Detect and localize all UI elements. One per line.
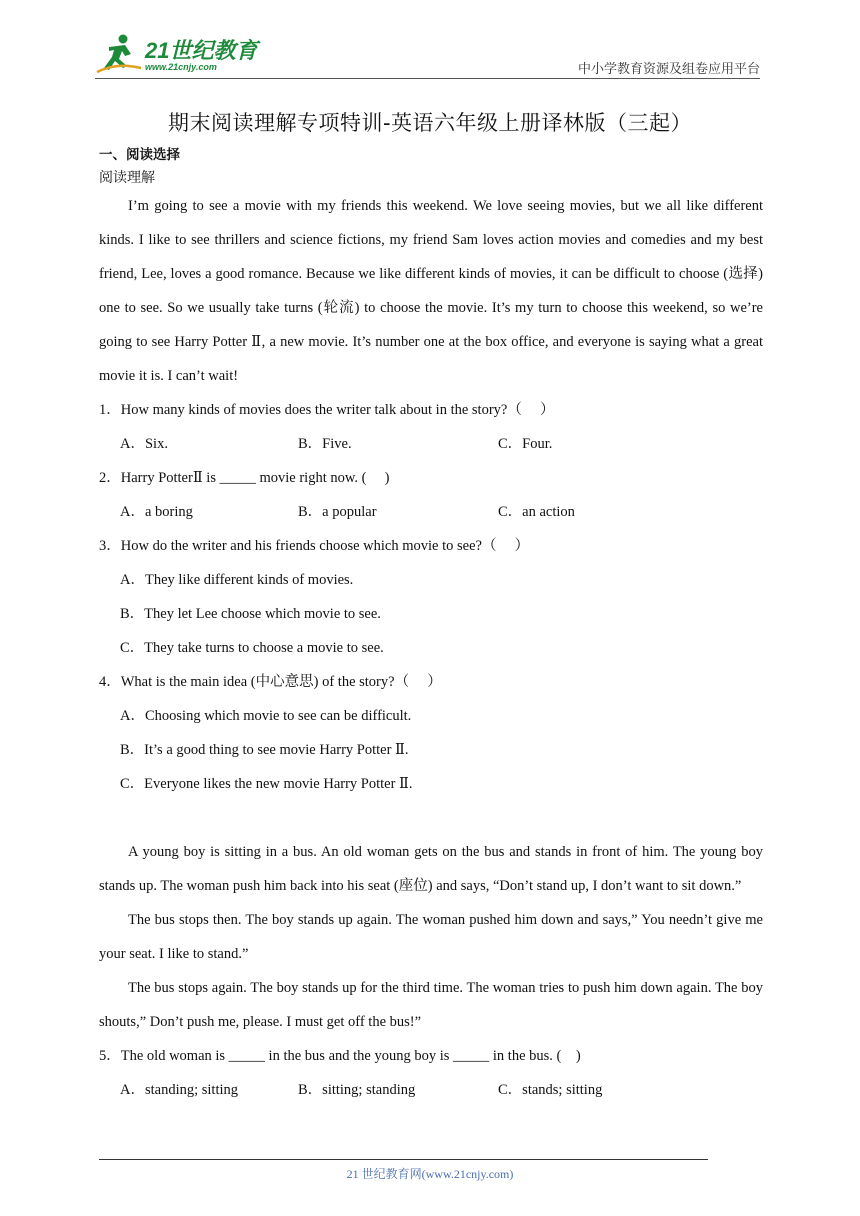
- logo-url: www.21cnjy.com: [145, 62, 217, 72]
- logo: [95, 32, 265, 76]
- question-1-options: [99, 427, 763, 461]
- q1-option-b[interactable]: B．Five.: [298, 436, 352, 452]
- q4-option-c[interactable]: C．Everyone likes the new movie Harry Potter Ⅱ.: [120, 776, 413, 792]
- runner-icon: [95, 32, 143, 76]
- q5-option-c[interactable]: C．stands; sitting: [498, 1082, 603, 1098]
- q2-option-b[interactable]: B．a popular: [298, 504, 377, 520]
- question-5: 5．The old woman is _____ in the bus and the young boy is _____ in the bus. ( ): [99, 1048, 581, 1064]
- subsection-heading: 阅读理解: [99, 170, 155, 186]
- passage-2-paragraph-2: The bus stops then. The boy stands up again. The woman pushed him down and says,” You needn’t give me your seat. I like to stand.”: [99, 912, 763, 962]
- q4-option-a[interactable]: A．Choosing which movie to see can be difficult.: [120, 708, 412, 724]
- q2-option-c[interactable]: C．an action: [498, 504, 575, 520]
- spacer: [99, 801, 763, 835]
- page-header: [95, 30, 760, 80]
- q1-option-c[interactable]: C．Four.: [498, 436, 553, 452]
- q4-option-b[interactable]: B．It’s a good thing to see movie Harry Potter Ⅱ.: [120, 742, 409, 758]
- question-5-options: [99, 1073, 763, 1107]
- document-body: [99, 143, 763, 1107]
- q3-option-b[interactable]: B．They let Lee choose which movie to see.: [120, 606, 381, 622]
- section-heading: 一、阅读选择: [99, 147, 180, 163]
- q5-option-a[interactable]: A．standing; sitting: [120, 1082, 239, 1098]
- passage-1-paragraph: I’m going to see a movie with my friends this weekend. We love seeing movies, but we all like different kinds. I like to see thrillers and science fictions, my friend Sam loves action movies and comedies and my best friend, Lee, loves a good romance. Because we like different kinds of movies, it can be difficult to choose (选择) one to see. So we usually take turns (轮流) to choose the movie. It’s my turn to choose this weekend, so we’re going to see Harry Potter Ⅱ, a new movie. It’s number one at the box office, and everyone is saying what a great movie it is. I can’t wait!: [99, 198, 763, 384]
- passage-2-paragraph-1: A young boy is sitting in a bus. An old woman gets on the bus and stands in front of him. The young boy stands up. The woman push him back into his seat (座位) and says, “Don’t stand up, I don’t want to sit down.”: [99, 844, 763, 894]
- passage-2-paragraph-3: The bus stops again. The boy stands up for the third time. The woman tries to push him down again. The boy shouts,” Don’t push me, please. I must get off the bus!”: [99, 980, 763, 1030]
- q3-option-a[interactable]: A．They like different kinds of movies.: [120, 572, 354, 588]
- question-3: 3．How do the writer and his friends choose which movie to see?（ ）: [99, 538, 530, 554]
- page-title: 期末阅读理解专项特训-英语六年级上册译林版（三起）: [167, 111, 693, 135]
- question-2: 2．Harry PotterⅡ is _____ movie right now. ( ): [99, 470, 390, 486]
- q5-option-b[interactable]: B．sitting; standing: [298, 1082, 416, 1098]
- question-4: 4．What is the main idea (中心意思) of the story?（ ）: [99, 674, 442, 690]
- footer-text[interactable]: 21 世纪教育网(www.21cnjy.com): [346, 1167, 514, 1181]
- footer-divider: [99, 1159, 708, 1160]
- q1-option-a[interactable]: A．Six.: [120, 436, 168, 452]
- logo-text: 21世纪教育: [145, 38, 258, 63]
- question-1: 1．How many kinds of movies does the writer talk about in the story?（ ）: [99, 402, 555, 418]
- platform-label: 中小学教育资源及组卷应用平台: [577, 62, 760, 77]
- question-2-options: [99, 495, 763, 529]
- header-divider: [95, 78, 760, 79]
- q2-option-a[interactable]: A．a boring: [120, 504, 193, 520]
- q3-option-c[interactable]: C．They take turns to choose a movie to see.: [120, 640, 384, 656]
